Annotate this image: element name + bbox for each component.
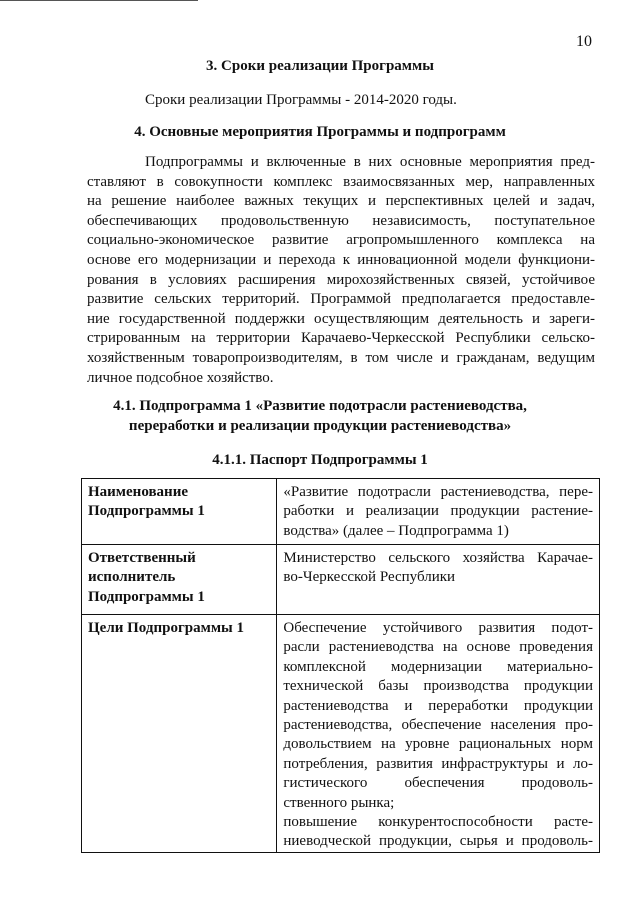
value-line: ственного рынка; <box>283 794 395 811</box>
value-line: потребления, развития инфраструктуры и ло- <box>283 755 593 772</box>
section-3-heading: 3. Сроки реализации Программы <box>206 58 434 74</box>
value-line: Обеспечение устойчивого развития подот- <box>283 620 593 636</box>
label-line: Цели Подпрограммы 1 <box>88 620 244 636</box>
section-3-text: Сроки реализации Программы - 2014-2020 годы. <box>145 92 457 108</box>
value-line: довольствием на уровне рациональных норм <box>283 736 593 753</box>
section-4-1-heading-line-2: переработки и реализации продукции растениеводства» <box>128 418 512 434</box>
section-4-paragraph <box>87 153 595 388</box>
paragraph-line: социально-экономическое развитие агропромышленного комплекса на <box>87 232 595 249</box>
page-number: 10 <box>576 33 592 50</box>
value-line: «Развитие подотрасли растениеводства, пере- <box>283 484 593 500</box>
table-row <box>82 615 600 853</box>
row-label-goals <box>82 615 277 853</box>
paragraph-line: ставляют в совокупности комплекс взаимосвязанных мер, направленных <box>87 173 595 190</box>
value-line: растениеводства и переработки продукции <box>283 697 593 714</box>
top-rule <box>0 0 198 1</box>
row-value-goals <box>277 615 600 853</box>
section-4-1-heading-line-1: 4.1. Подпрограмма 1 «Развитие подотрасли растениеводства, <box>113 398 527 414</box>
value-line: во-Черкесской Республики <box>283 569 456 586</box>
label-line: исполнитель <box>88 569 176 586</box>
value-line: расли растениеводства на основе проведения <box>283 639 593 656</box>
row-label-executor <box>82 545 277 615</box>
label-line: Ответственный <box>88 550 196 566</box>
label-line: Подпрограммы 1 <box>88 588 205 605</box>
value-line: ниеводческой продукции, сырья и продоволь- <box>283 833 593 850</box>
paragraph-line: хозяйственным товаропроизводителям, в том числе и гражданам, ведущим <box>87 349 595 366</box>
row-label-name <box>82 479 277 545</box>
paragraph-line: стрированным на территории Карачаево-Черкесской Республики сельско- <box>87 330 595 347</box>
section-4-heading: 4. Основные мероприятия Программы и подпрограмм <box>134 124 506 140</box>
paragraph-line: личное подсобное хозяйство. <box>87 369 274 386</box>
paragraph-line: развитие сельских территорий. Программой предполагается предоставле- <box>87 291 595 308</box>
value-line: технической базы производства продукции <box>283 678 593 695</box>
value-line: работки и реализации продукции растение- <box>283 503 593 520</box>
value-line: растениеводства, обеспечение населения про- <box>283 717 593 734</box>
label-line: Подпрограммы 1 <box>88 503 205 520</box>
value-line: повышение конкурентоспособности расте- <box>283 814 593 831</box>
paragraph-line: рования в условиях расширения мирохозяйственных связей, устойчивое <box>87 271 595 288</box>
paragraph-line: Подпрограммы и включенные в них основные мероприятия пред- <box>145 154 595 170</box>
paragraph-line: на решение наиболее важных текущих и перспективных целей и задач, <box>87 193 595 210</box>
value-line: водства» (далее – Подпрограмма 1) <box>283 522 509 539</box>
row-value-executor <box>277 545 600 615</box>
table-row <box>82 479 600 545</box>
row-value-name <box>277 479 600 545</box>
passport-heading: 4.1.1. Паспорт Подпрограммы 1 <box>212 452 428 468</box>
paragraph-line: обеспечивающих продовольственную независимость, поступательное <box>87 212 595 229</box>
label-line: Наименование <box>88 484 188 500</box>
paragraph-line: ние государственной поддержки осуществляющим деятельность и зареги- <box>87 310 595 327</box>
table-row <box>82 545 600 615</box>
passport-table <box>81 478 600 853</box>
value-line: комплексной модернизации материально- <box>283 658 593 675</box>
value-line: Министерство сельского хозяйства Карачае- <box>283 550 593 566</box>
paragraph-line: основе его модернизации и перехода к инновационной модели функциони- <box>87 251 595 268</box>
value-line: гистического обеспечения продоволь- <box>283 775 593 792</box>
